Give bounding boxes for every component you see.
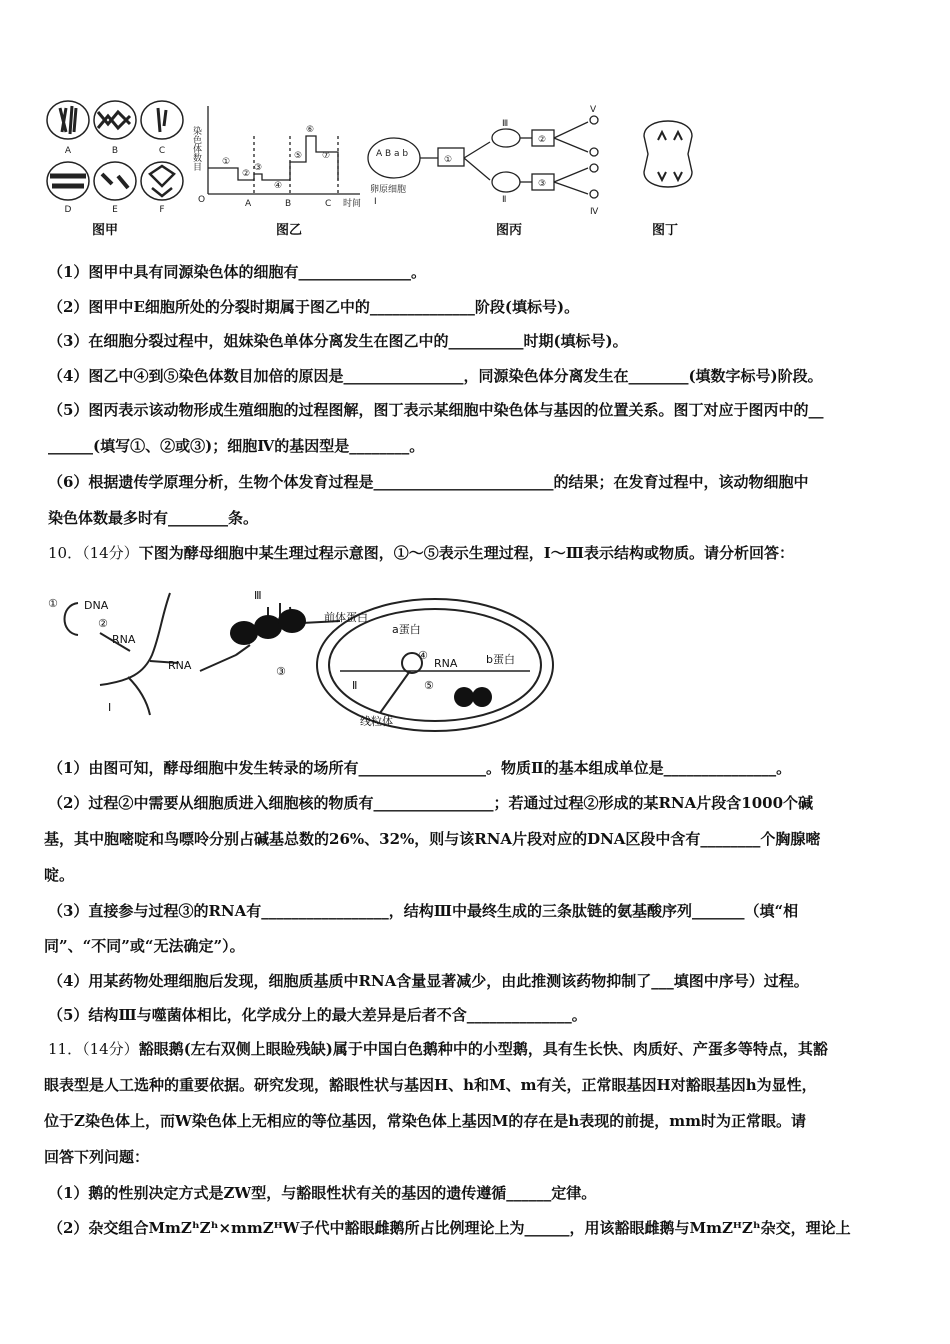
fig2-label: ② <box>98 617 108 630</box>
q9-line: 染色体数最多时有________条。 <box>48 509 259 527</box>
fig2-label: ⑤ <box>424 679 434 692</box>
stage-mark: ⑦ <box>322 151 331 161</box>
stage-mark: ⑥ <box>306 125 315 135</box>
fig2-label: ① <box>48 597 58 610</box>
fig2-label: 前体蛋白 <box>324 611 368 624</box>
q11-line: 眼表型是人工选种的重要依据。研究发现，豁眼性状与基因H、h和M、m有关，正常眼基因H对豁眼基因h为显性， <box>44 1076 817 1094</box>
stage-mark: ⑤ <box>294 151 303 161</box>
stage-mark: ① <box>222 157 231 167</box>
caption-bing: 图丙 <box>496 223 523 238</box>
fig2-label: Ⅱ <box>352 679 358 692</box>
q11-line: （2）杂交组合MmZʰZʰ×mmZᴴW子代中豁眼雌鹅所占比例理论上为______，用该豁眼雌鹅与MmZᴴZʰ杂交，理论上 <box>48 1219 851 1237</box>
fig2-label: RNA <box>112 633 136 646</box>
q10-line: 同”、“不同”或“无法确定”）。 <box>44 937 245 955</box>
stage-mark: ③ <box>254 163 263 173</box>
fig2-label: a蛋白 <box>392 623 421 636</box>
q9-line: （6）根据遗传学原理分析，生物个体发育过程是________________________的结果；在发育过程中，该动物细胞中 <box>48 473 809 491</box>
x-label: 时间 <box>343 199 362 209</box>
cell-label: B <box>111 146 119 156</box>
cell-label: D <box>64 205 72 215</box>
figure-captions <box>92 223 678 238</box>
q11-line: 位于Z染色体上，而W染色体上无相应的等位基因，常染色体上基因M的存在是h表现的前提，mm时为正常眼。请 <box>44 1112 807 1130</box>
step-label: ① <box>444 155 453 165</box>
cell-label: A <box>64 146 72 156</box>
cell-label: C <box>158 146 166 156</box>
fig-ding-cell <box>644 121 692 187</box>
step-label: ② <box>538 135 547 145</box>
q10-line: 啶。 <box>44 866 75 884</box>
q10-number: 10． <box>48 544 83 562</box>
q11-text: 豁眼鹅(左右双侧上眼睑残缺)属于中国白色鹅种中的小型鹅，具有生长快、肉质好、产蛋多等特点，其豁 <box>138 1040 828 1058</box>
q11-first-line <box>48 1039 910 1059</box>
roman-label: Ⅰ <box>374 197 377 207</box>
q9-line: （5）图丙表示该动物形成生殖细胞的过程图解，图丁表示某细胞中染色体与基因的位置关系。图丁对应于图丙中的__ <box>48 401 824 419</box>
chart-origin: O <box>198 195 206 205</box>
q10-stem <box>48 543 910 563</box>
fig-yi-text <box>191 125 361 209</box>
roman-label: Ⅳ <box>590 207 599 217</box>
figure-1-svg <box>40 96 720 241</box>
chart-axis-label: 染色体数目 <box>191 126 201 171</box>
q9-line: （2）图甲中E细胞所处的分裂时期属于图乙中的______________阶段(填标号)。 <box>48 298 580 316</box>
fig2-label: ④ <box>418 649 428 662</box>
fig2-strands <box>65 593 554 731</box>
roman-label: Ⅴ <box>590 105 597 115</box>
cell-label: F <box>159 205 165 215</box>
fig2-label: DNA <box>84 599 109 612</box>
step-label: ③ <box>538 179 547 189</box>
x-label: A <box>245 199 252 209</box>
q10-line: 基，其中胞嘧啶和鸟嘌呤分别占碱基总数的26%、32%，则与该RNA片段对应的DNA区段中含有________个胸腺嘧 <box>44 830 821 848</box>
caption-jia: 图甲 <box>92 223 119 238</box>
figure-row-1 <box>40 96 720 241</box>
roman-label: Ⅱ <box>502 195 507 205</box>
q10-line: （4）用某药物处理细胞后发现，细胞质基质中RNA含量显著减少，由此推测该药物抑制了___填图中序号）过程。 <box>48 972 809 990</box>
q10-line: （2）过程②中需要从细胞质进入细胞核的物质有________________；若通过过程②形成的某RNA片段含1000个碱 <box>48 794 814 812</box>
fig2-label: b蛋白 <box>486 653 515 666</box>
fig2-label: ③ <box>276 665 286 678</box>
fig-jia-labels <box>65 146 166 215</box>
cell-label: E <box>112 205 118 215</box>
roman-label: Ⅲ <box>502 119 509 129</box>
fig2-label: 线粒体 <box>360 715 393 728</box>
q10-line: （1）由图可知，酵母细胞中发生转录的场所有_________________。物质Ⅱ的基本组成单位是_______________。 <box>48 759 792 777</box>
fig2-label: Ⅰ <box>108 701 112 714</box>
q11-score: （14分） <box>82 1040 139 1058</box>
q9-line: （3）在细胞分裂过程中，姐妹染色单体分离发生在图乙中的__________时期(填标号)。 <box>48 332 628 350</box>
q11-number: 11． <box>48 1040 83 1058</box>
caption-yi: 图乙 <box>276 223 303 238</box>
x-label: B <box>285 199 292 209</box>
q9-line: （1）图甲中具有同源染色体的细胞有_______________。 <box>48 263 426 281</box>
q10-line: （5）结构Ⅲ与噬菌体相比，化学成分上的最大差异是后者不含______________。 <box>48 1006 587 1024</box>
q10-score: （14分） <box>82 544 139 562</box>
fig2-label: RNA <box>168 659 192 672</box>
cell-name-label: 卵原细胞 <box>370 185 407 195</box>
figure-2 <box>40 585 560 735</box>
q9-line: （4）图乙中④到⑤染色体数目加倍的原因是________________，同源染色体分离发生在________(填数字标号)阶段。 <box>48 367 823 385</box>
figure-2-svg <box>40 585 560 735</box>
gene-label: A B a b <box>376 149 409 159</box>
stage-mark: ② <box>242 169 251 179</box>
fig-yi-chart <box>208 106 360 194</box>
stage-mark: ④ <box>274 181 283 191</box>
fig2-label: Ⅲ <box>254 589 262 602</box>
fig2-label: RNA <box>434 657 458 670</box>
x-label: C <box>325 199 332 209</box>
fig-bing-text <box>370 105 599 217</box>
q10-line: （3）直接参与过程③的RNA有_________________，结构Ⅲ中最终生成的三条肽链的氨基酸序列_______（填“相 <box>48 902 799 920</box>
q10-stem-text: 下图为酵母细胞中某生理过程示意图，①～⑤表示生理过程，Ⅰ～Ⅲ表示结构或物质。请分析回答： <box>138 544 794 562</box>
q11-line: 回答下列问题： <box>44 1148 150 1166</box>
q11-line: （1）鹅的性别决定方式是ZW型，与豁眼性状有关的基因的遗传遵循______定律。 <box>48 1184 597 1202</box>
caption-ding: 图丁 <box>652 223 679 238</box>
q9-line: ______(填写①、②或③)；细胞Ⅳ的基因型是________。 <box>48 437 425 455</box>
